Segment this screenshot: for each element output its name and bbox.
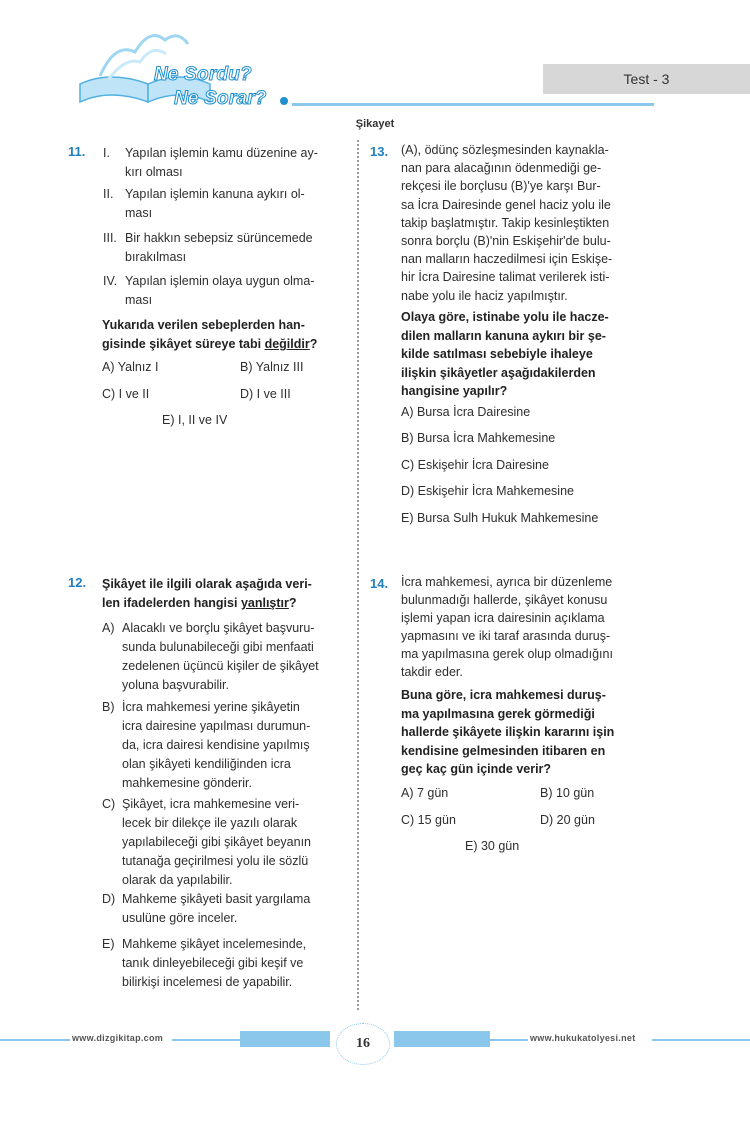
question-stem: Şikâyet ile ilgili olarak aşağıda veri- len ifadelerden hangisi yanlıştır? [102,577,312,610]
option-c[interactable]: C) Eskişehir İcra Dairesine [401,458,549,472]
option-c[interactable]: Şikâyet, icra mahkemesine veri- lecek bir dilekçe ile yazılı olarak yapılabileceği gibi şikâyet beyanın tutanağa geçirilmesi yolu ile sözlü olarak da yapılabilir. [122,797,312,887]
option-d[interactable]: D) I ve III [240,387,291,401]
option-d-label[interactable]: D) [102,892,116,906]
option-c[interactable]: C) 15 gün [401,813,456,827]
option-b[interactable]: B) Yalnız III [240,360,304,374]
roman-numeral: I. [103,146,110,160]
header-rule [292,103,654,106]
option-e-label[interactable]: E) [102,937,115,951]
footer-url-left[interactable]: www.dizgikitap.com [72,1033,164,1043]
option-e[interactable]: E) I, II ve IV [162,413,228,427]
item-text: Yapılan işlemin olaya uygun olma- ması [125,274,315,307]
item-text: Bir hakkın sebepsiz sürüncemede bırakılması [125,231,313,264]
question-number: 11. [68,144,86,159]
logo-dot [280,97,288,105]
question-number: 12. [68,575,87,590]
question-number: 13. [370,144,389,159]
option-b[interactable]: B) Bursa İcra Mahkemesine [401,431,556,445]
footer-rule [172,1039,242,1041]
column-divider [357,140,359,1010]
footer-bar-right [394,1031,490,1047]
footer-rule-right [652,1039,750,1041]
question-stem: Buna göre, icra mahkemesi duruş- ma yapılmasına gerek görmediği hallerde şikâyete ilişkin kararını işin kendisine gelmesinden itibaren en geç kaç gün içinde verir? [401,688,615,776]
footer-rule-left [0,1039,70,1041]
option-e[interactable]: E) Bursa Sulh Hukuk Mahkemesine [401,511,599,525]
option-d[interactable]: D) 20 gün [540,813,595,827]
option-a[interactable]: A) 7 gün [401,786,449,800]
test-label: Test - 3 [543,64,750,94]
option-e[interactable]: E) 30 gün [465,839,520,853]
roman-numeral: II. [103,187,114,201]
item-text: Yapılan işlemin kanuna aykırı ol- ması [125,187,305,220]
question-number: 14. [370,576,389,591]
question-stem: Olaya göre, istinabe yolu ile hacze- dilen malların kanuna aykırı bir şe- kilde satılması sebebiyle ihaleye ilişkin şikâyetler aşağıdakilerden hangisine yapılır? [401,310,609,398]
roman-numeral: III. [103,231,117,245]
logo [70,22,300,117]
option-d[interactable]: Mahkeme şikâyeti basit yargılama usulüne göre inceler. [122,892,311,925]
option-b[interactable]: B) 10 gün [540,786,595,800]
option-e[interactable]: Mahkeme şikâyet incelemesinde, tanık dinleyebileceği gibi keşif ve bilirkişi incelemesi de yapabilir. [122,937,307,989]
question-body: İcra mahkemesi, ayrıca bir düzenleme bulunmadığı hallerde, şikâyet konusu işlemi yapan icra dairesinin açıklama yapmasını ve iki taraf arasında duruş- ma yapılmasına gerek olup olmadığını takdir eder. [401,575,613,679]
option-a[interactable]: A) Yalnız I [102,360,159,374]
question-stem: Yukarıda verilen sebeplerden han- gisinde şikâyet süreye tabi değildir? [102,318,318,351]
logo-line-1: Ne Sordu? [154,64,252,85]
item-text: Yapılan işlemin kamu düzenine ay- kırı olması [125,146,318,179]
option-b-label[interactable]: B) [102,700,115,714]
topic-title: Şikayet [355,118,395,130]
page-number: 16 [336,1023,390,1065]
option-b[interactable]: İcra mahkemesi yerine şikâyetin icra dairesine yapılması durumun- da, icra dairesi kendisine yapılmış olan şikâyeti kendiliğinden icra mahkemesine gönderir. [122,700,311,790]
roman-numeral: IV. [103,274,118,288]
option-c[interactable]: C) I ve II [102,387,150,401]
option-a[interactable]: A) Bursa İcra Dairesine [401,405,531,419]
footer-bar-left [240,1031,330,1047]
footer-rule [490,1039,528,1041]
logo-line-2: Ne Sorar? [174,88,267,109]
option-c-label[interactable]: C) [102,797,116,811]
option-a-label[interactable]: A) [102,621,115,635]
footer-url-right[interactable]: www.hukukatolyesi.net [530,1033,636,1043]
question-body: (A), ödünç sözleşmesinden kaynakla- nan para alacağının ödenmediği ge- rekçesi ile borçlusu (B)'ye karşı Bur- sa İcra Dairesinde genel haciz yolu ile takip başlatmıştır. Takip kesinleştikten sonra borçlu (B)'nin Eskişehir'de bulu- nan malların haczedilmesi için Eskişe- hir İcra Dairesine talimat verilerek isti- nabe yolu ile haciz yapılmıştır. [401,143,613,303]
option-d[interactable]: D) Eskişehir İcra Mahkemesine [401,484,574,498]
option-a[interactable]: Alacaklı ve borçlu şikâyet başvuru- sunda bulunabileceği gibi menfaati zedelenen üçüncü kişiler de şikâyet yoluna başvurabilir. [122,621,319,692]
